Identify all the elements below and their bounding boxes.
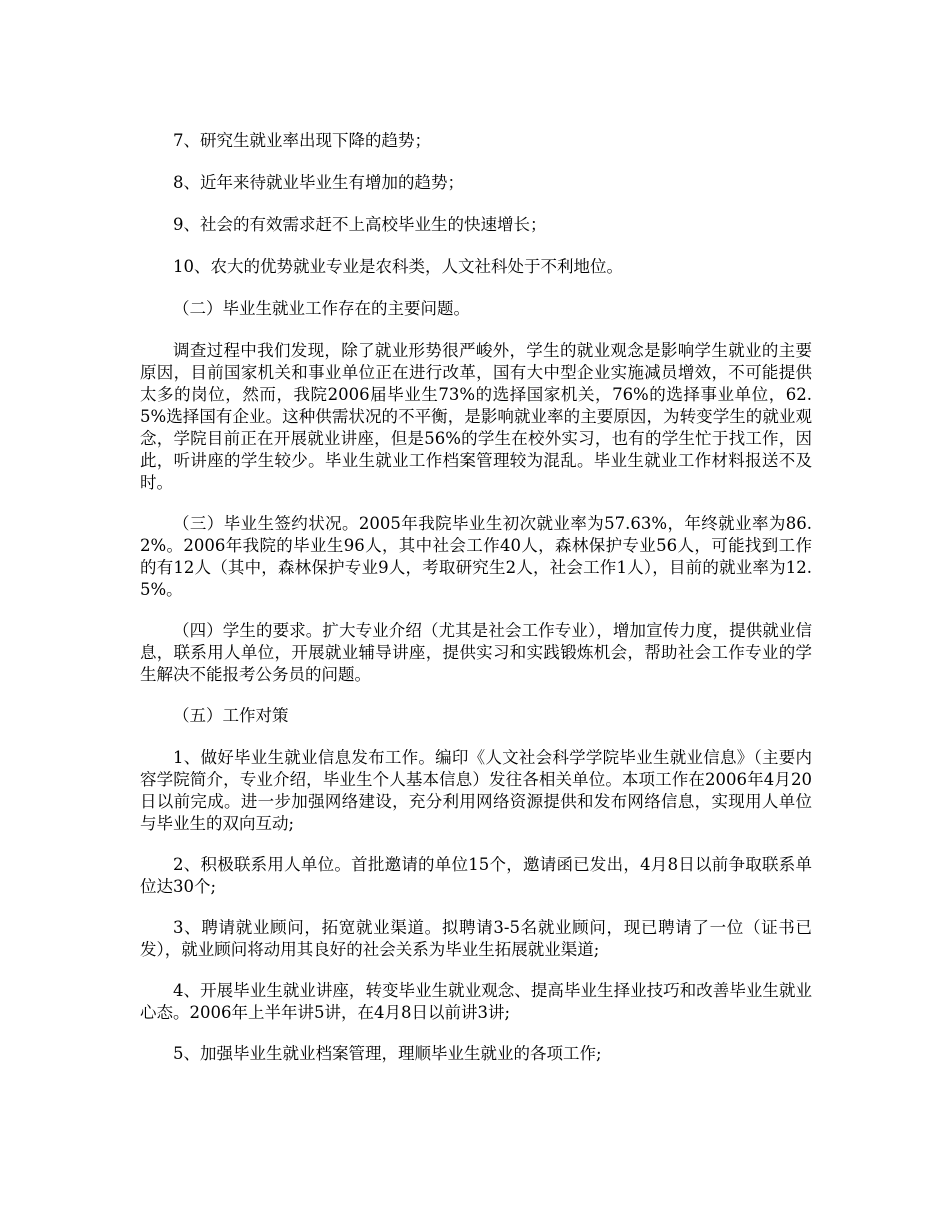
measure-item-4: 4、开展毕业生就业讲座，转变毕业生就业观念、提高毕业生择业技巧和改善毕业生就业心态。2006年上半年讲5讲，在4月8日以前讲3讲;: [140, 981, 812, 1022]
list-item-10: 10、农大的优势就业专业是农科类，人文社科处于不利地位。: [173, 257, 623, 276]
measure-item-2: 2、积极联系用人单位。首批邀请的单位15个，邀请函已发出，4月8日以前争取联系单位达30个;: [140, 855, 812, 896]
list-item-7: 7、研究生就业率出现下降的趋势；: [173, 131, 431, 150]
list-item-9: 9、社会的有效需求赶不上高校毕业生的快速增长；: [173, 215, 547, 234]
paragraph-student-requests: （四）学生的要求。扩大专业介绍（尤其是社会工作专业），增加宣传力度，提供就业信息，联系用人单位，开展就业辅导讲座，提供实习和实践锻炼机会，帮助社会工作专业的学生解决不能报考公务员的问题。: [140, 621, 812, 684]
document-body: [140, 130, 812, 1084]
section-heading-5: （五）工作对策: [173, 706, 289, 725]
paragraph-signing-status: （三）毕业生签约状况。2005年我院毕业生初次就业率为57.63%，年终就业率为86.2%。2006年我院的毕业生96人，其中社会工作40人，森林保护专业56人，可能找到工作的有12人（其中，森林保护专业9人，考取研究生2人，社会工作1人），目前的就业率为12.5%。: [140, 514, 812, 599]
measure-item-1: 1、做好毕业生就业信息发布工作。编印《人文社会科学学院毕业生就业信息》（主要内容学院简介，专业介绍，毕业生个人基本信息）发往各相关单位。本项工作在2006年4月20日以前完成。进一步加强网络建设，充分利用网络资源提供和发布网络信息，实现用人单位与毕业生的双向互动;: [140, 748, 812, 833]
measure-item-3: 3、聘请就业顾问，拓宽就业渠道。拟聘请3-5名就业顾问，现已聘请了一位（证书已发），就业顾问将动用其良好的社会关系为毕业生拓展就业渠道;: [140, 918, 812, 959]
list-item-8: 8、近年来待就业毕业生有增加的趋势；: [173, 173, 464, 192]
paragraph-problems: 调查过程中我们发现，除了就业形势很严峻外，学生的就业观念是影响学生就业的主要原因，目前国家机关和事业单位正在进行改革，国有大中型企业实施减员增效，不可能提供太多的岗位，然而，我院2006届毕业生73%的选择国家机关，76%的选择事业单位，62.5%选择国有企业。这种供需状况的不平衡，是影响就业率的主要原因，为转变学生的就业观念，学院目前正在开展就业讲座，但是56%的学生在校外实习，也有的学生忙于找工作，因此，听讲座的学生较少。毕业生就业工作档案管理较为混乱。毕业生就业工作材料报送不及时。: [140, 341, 812, 492]
section-heading-2: （二）毕业生就业工作存在的主要问题。: [173, 299, 470, 318]
measure-item-5: 5、加强毕业生就业档案管理，理顺毕业生就业的各项工作;: [173, 1044, 602, 1063]
